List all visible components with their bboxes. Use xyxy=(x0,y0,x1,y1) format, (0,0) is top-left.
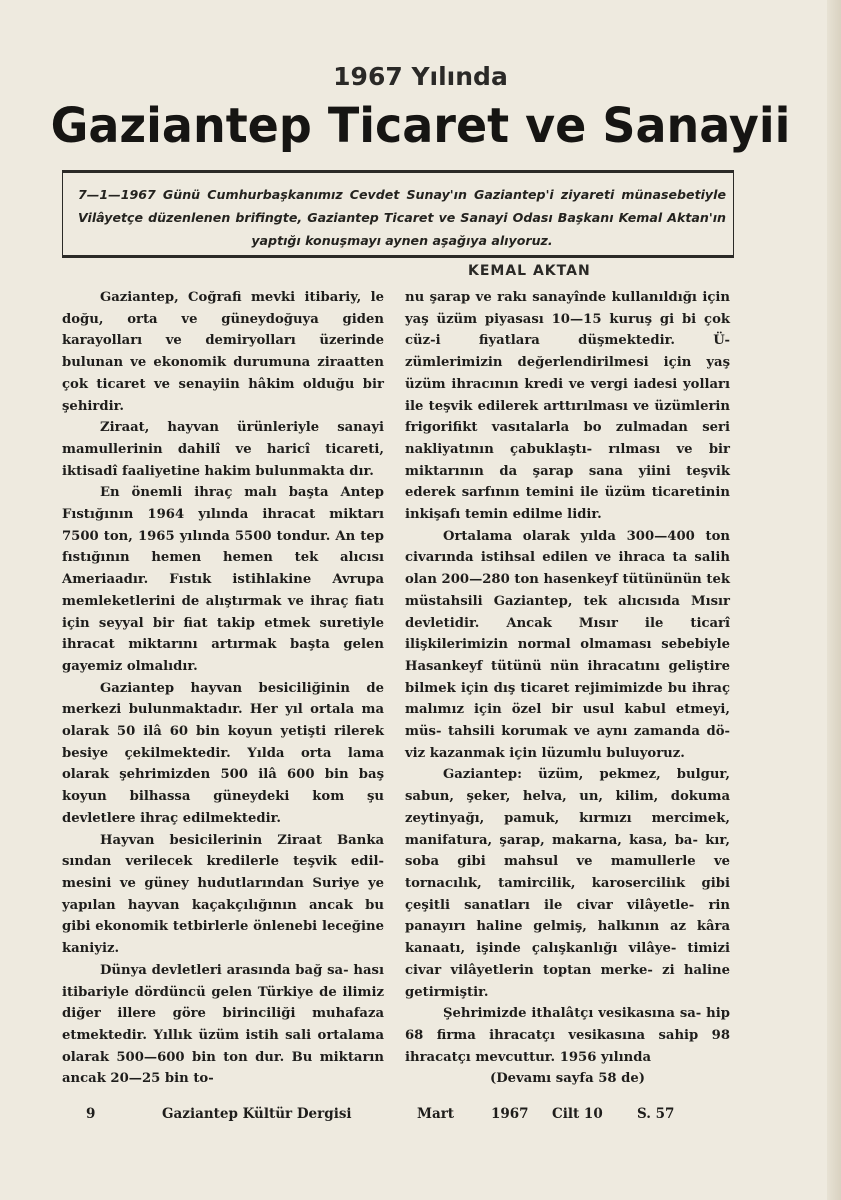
journal-name: Gaziantep Kültür Dergisi xyxy=(162,1106,352,1122)
page-number: 9 xyxy=(86,1106,96,1122)
paragraph: nu şarap ve rakı sanayînde kullanıldığı için yaş üzüm piyasası 10—15 kuruş gi bi çok cüz-i fiyatlara düşmektedir. Ü- zümlerimizin değerlendirilmesi için yaş üzüm ihracının kredi ve vergi iadesi yolları ile teşvik edilerek arttırılması ve üzümlerin frigorifikt vasıtalarla bo zulmadan seri nakliyatının çabuklaştı- rılması ve bir miktarının da şarap sana yiini teşvik ederek sarfının temini ile üzüm ticaretinin inkişafı temin edilme lidir. xyxy=(405,290,730,523)
paragraph: Ortalama olarak yılda 300—400 ton civarında istihsal edilen ve ihraca ta salih olan 200—280 ton hasenkeyf tütününün tek müstahsili Gaziantep, tek alıcısıda Mısır devletidir. Ancak Mısır ile ticarî ilişkilerimizin normal olmaması sebebiyle Hasankeyf tütünü nün ihracatını geliştire bilmek için dış ticaret rejimimizde bu ihraç malımız için özel bir usul kabul etmeyi, müs- tahsili korumak ve aynı zamanda dö- viz kazanmak için lüzumlu buluyoruz. xyxy=(405,528,730,761)
volume-number: Cilt 10 xyxy=(552,1106,603,1122)
paragraph: Dünya devletleri arasında bağ sa- hası itibariyle dördüncü gelen Türkiye de ilimiz diğer illere göre birinciliği muhafaza etmektedir. Yıllık üzüm istih sali ortalama olarak 500—600 bin ton dur. Bu miktarın ancak 20—25 bin to- xyxy=(62,962,384,1087)
issue-month: Mart xyxy=(417,1106,455,1122)
article-headline: Gaziantep Ticaret ve Sanayii xyxy=(50,96,791,154)
article-kicker: 1967 Yılında xyxy=(333,62,508,91)
paragraph: Şehrimizde ithalâtçı vesikasına sa- hip 68 firma ihracatçı vesikasına sahip 98 ihracatçı mevcuttur. 1956 yılında xyxy=(405,1006,730,1065)
author-name: KEMAL AKTAN xyxy=(468,263,591,279)
right-column xyxy=(405,287,730,1090)
continued-note: (Devamı sayfa 58 de) xyxy=(489,1071,646,1087)
paragraph: En önemli ihraç malı başta Antep Fıstığının 1964 yılında ihracat miktarı 7500 ton, 1965 yılında 5500 tondur. An tep fıstığının hemen hemen tek alıcısı Ameriaadır. Fıstık istihlakine Avrupa memleketlerini de alıştırmak ve ihraç fiatı için seyyal bir fiat takip etmek suretiyle ihracat miktarını artırmak başta gelen gayemiz olmalıdır. xyxy=(62,485,384,674)
left-column xyxy=(62,287,384,1090)
paragraph: Gaziantep, Coğrafi mevki itibariy, le doğu, orta ve güneydoğuya giden karayolları ve demiryolları üzerinde bulunan ve ekonomik durumuna ziraatten çok ticaret ve senayiin hâkim olduğu bir şehirdir. xyxy=(62,290,384,414)
issue-year: 1967 xyxy=(491,1106,529,1122)
intro-text: 7—1—1967 Günü Cumhurbaşkanımız Cevdet Sunay'ın Gaziantep'i ziyareti münasebetiyle Vilâyetçe düzenlenen brifingte, Gaziantep Ticaret ve Sanayi Odası Başkanı Kemal Aktan'ın yaptığı konuşmayı aynen aşağıya alıyoruz. xyxy=(78,187,726,248)
paragraph: Gaziantep: üzüm, pekmez, bulgur, sabun, şeker, helva, un, kilim, dokuma zeytinyağı, pamuk, kırmızı mercimek, manifatura, şarap, makarna, kasa, ba- kır, soba gibi mahsul ve mamullerle ve tornacılık, tamircilik, karoserciliık gibi çeşitli sanatları ile civar vilâyetle- rin panayırı haline gelmiş, halkının az kâra kanaatı, işinde çalışkanlığı vilâye- timizi civar vilâyetlerin toptan merke- zi haline getirmiştir. xyxy=(405,767,730,1000)
paragraph: Gaziantep hayvan besiciliğinin de merkezi bulunmaktadır. Her yıl ortala ma olarak 50 ilâ 60 bin koyun yetişti rilerek besiye çekilmektedir. Yılda orta lama olarak şehrimizden 500 ilâ 600 bin baş koyun bilhassa güneydeki kom şu devletlere ihraç edilmektedir. xyxy=(62,680,384,826)
page-edge xyxy=(827,0,841,1200)
paragraph: Hayvan besicilerinin Ziraat Banka sından verilecek kredilerle teşvik edil- mesini ve güney hudutlarından Suriye ye yapılan hayvan kaçakçılığının ancak bu gibi ekonomik tetbirlerle önlenebi leceğine kaniyiz. xyxy=(62,832,384,957)
issue-number: S. 57 xyxy=(637,1106,675,1122)
paragraph: Ziraat, hayvan ürünleriyle sanayi mamullerinin dahilî ve haricî ticareti, iktisadî faaliyetine hakim bulunmakta dır. xyxy=(62,420,384,479)
